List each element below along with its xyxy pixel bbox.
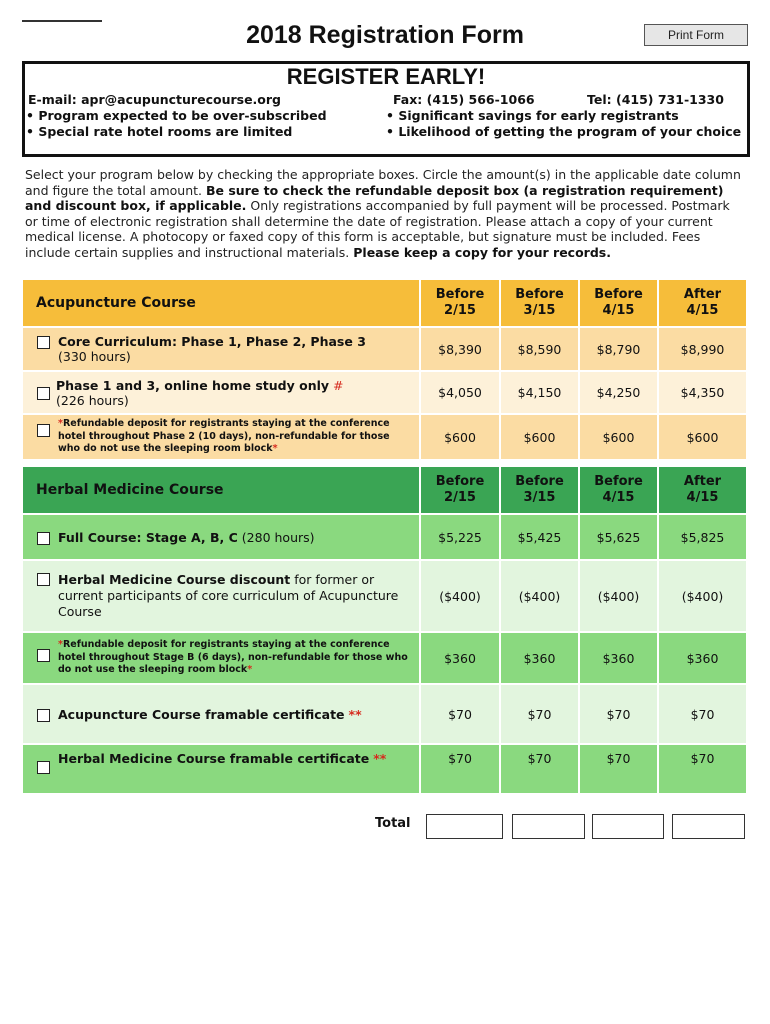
- fax-text: Fax: (415) 566-1066: [393, 92, 535, 107]
- price-cell: $4,250: [578, 370, 657, 413]
- col-before-2-15: Before 2/15: [419, 280, 499, 326]
- option-label: Full Course: Stage A, B, C: [58, 529, 238, 545]
- col-before-4-15: Before 4/15: [578, 280, 657, 326]
- price-cell: $4,150: [499, 370, 578, 413]
- option-label: Herbal Medicine Course framable certificate: [58, 751, 370, 766]
- option-hours: (330 hours): [58, 349, 131, 364]
- acupuncture-header-row: [23, 280, 746, 326]
- price-cell: $70: [657, 683, 746, 743]
- price-cell: $5,425: [499, 513, 578, 559]
- price-cell: $360: [419, 631, 499, 683]
- stageb-deposit-option: [23, 631, 419, 683]
- col-before-3-15: Before 3/15: [499, 280, 578, 326]
- total-before-4-15-field[interactable]: [592, 814, 664, 839]
- table-row: [23, 413, 746, 459]
- price-cell: $70: [657, 743, 746, 793]
- price-cell: $600: [578, 413, 657, 459]
- print-form-button[interactable]: Print Form: [644, 24, 748, 46]
- email-text: E-mail: apr@acupuncturecourse.org: [28, 92, 281, 107]
- full-course-option: [23, 513, 419, 559]
- option-label: Phase 1 and 3, online home study only: [56, 377, 330, 393]
- price-cell: $8,990: [657, 326, 746, 370]
- core-curriculum-option: [23, 326, 419, 370]
- herbal-discount-option: [23, 559, 419, 631]
- acupuncture-course-table: [23, 280, 746, 459]
- table-row: [23, 326, 746, 370]
- footnote-mark: *: [58, 639, 63, 651]
- price-cell: $5,225: [419, 513, 499, 559]
- herbal-certificate-option: [23, 743, 419, 793]
- price-cell: ($400): [419, 559, 499, 631]
- price-cell: $70: [578, 683, 657, 743]
- price-cell: $8,590: [499, 326, 578, 370]
- bullet-likelihood: • Likelihood of getting the program of your choice: [386, 124, 742, 139]
- option-hours: (280 hours): [237, 529, 315, 545]
- col-before-4-15: Before 4/15: [578, 467, 657, 513]
- acupuncture-certificate-option: [23, 683, 419, 743]
- table-row: [23, 683, 746, 743]
- tel-text: Tel: (415) 731-1330: [587, 92, 724, 107]
- herbal-medicine-course-table: [23, 467, 746, 793]
- herbal-medicine-course-heading: Herbal Medicine Course: [23, 467, 419, 513]
- price-cell: $8,390: [419, 326, 499, 370]
- herbal-header-row: [23, 467, 746, 513]
- stageb-deposit-checkbox[interactable]: [37, 649, 50, 662]
- price-cell: $360: [499, 631, 578, 683]
- price-cell: $360: [578, 631, 657, 683]
- table-row: [23, 513, 746, 559]
- price-cell: $5,625: [578, 513, 657, 559]
- price-cell: $70: [578, 743, 657, 793]
- price-cell: $600: [419, 413, 499, 459]
- price-cell: $360: [657, 631, 746, 683]
- option-label: Acupuncture Course framable certificate: [58, 706, 345, 722]
- core-curriculum-checkbox[interactable]: [37, 336, 50, 349]
- price-cell: $600: [657, 413, 746, 459]
- bullet-oversubscribed: • Program expected to be over-subscribed: [26, 108, 327, 123]
- page-title: 2018 Registration Form: [246, 21, 524, 49]
- col-after-4-15: After 4/15: [657, 280, 746, 326]
- herbal-discount-checkbox[interactable]: [37, 573, 50, 586]
- footnote-mark: *: [272, 443, 278, 455]
- option-label: Core Curriculum: Phase 1, Phase 2, Phase 3: [58, 334, 366, 349]
- table-row: [23, 370, 746, 413]
- price-cell: $5,825: [657, 513, 746, 559]
- footnote-mark: *: [58, 418, 63, 430]
- price-cell: ($400): [499, 559, 578, 631]
- price-cell: $8,790: [578, 326, 657, 370]
- price-cell: $4,050: [419, 370, 499, 413]
- total-after-4-15-field[interactable]: [672, 814, 745, 839]
- price-cell: ($400): [657, 559, 746, 631]
- online-home-study-option: [23, 370, 419, 413]
- herbal-certificate-checkbox[interactable]: [37, 761, 50, 774]
- table-row: [23, 743, 746, 793]
- phase2-deposit-checkbox[interactable]: [37, 424, 50, 437]
- price-cell: $70: [419, 743, 499, 793]
- option-hours: (226 hours): [56, 392, 129, 408]
- price-cell: $70: [419, 683, 499, 743]
- phase2-deposit-option: [23, 413, 419, 459]
- total-label: Total: [375, 816, 411, 831]
- option-label: Refundable deposit for registrants staying at the conference hotel throughout Stage B (6 days), non-refundable for those who do not use the sleeping room block: [58, 639, 408, 676]
- col-after-4-15: After 4/15: [657, 467, 746, 513]
- footnote-mark: **: [348, 706, 362, 722]
- online-home-study-checkbox[interactable]: [37, 387, 50, 400]
- total-before-2-15-field[interactable]: [426, 814, 503, 839]
- price-cell: ($400): [578, 559, 657, 631]
- table-row: [23, 559, 746, 631]
- total-before-3-15-field[interactable]: [512, 814, 585, 839]
- footnote-mark: *: [247, 664, 253, 676]
- bullet-savings: • Significant savings for early registrants: [386, 108, 679, 123]
- option-label: Refundable deposit for registrants staying at the conference hotel throughout Phase 2 (10 days), non-refundable for those who do not use the sleeping room block: [58, 418, 390, 455]
- acupuncture-certificate-checkbox[interactable]: [37, 709, 50, 722]
- register-early-box: [22, 61, 750, 157]
- price-cell: $4,350: [657, 370, 746, 413]
- price-cell: $600: [499, 413, 578, 459]
- acupuncture-course-heading: Acupuncture Course: [23, 280, 419, 326]
- col-before-2-15: Before 2/15: [419, 467, 499, 513]
- footnote-mark: **: [373, 751, 387, 766]
- table-row: [23, 631, 746, 683]
- col-before-3-15: Before 3/15: [499, 467, 578, 513]
- instructions-paragraph: Select your program below by checking the appropriate boxes. Circle the amount(s) in the applicable date column and figure the total amount. Be sure to check the refundable deposit box (a registration requirement) and discount box, if applicable. Only registrations accompanied by full payment will be processed. Postmark or time of electronic registration shall determine the date of registration. Please attach a copy of your current medical license. A photocopy or faxed copy of this form is acceptable, but signature must be included. Fees include certain supplies and instructional materials. Please keep a copy for your records.: [25, 167, 741, 260]
- footnote-mark: #: [333, 377, 344, 393]
- bullet-hotel-rooms: • Special rate hotel rooms are limited: [26, 124, 293, 139]
- price-cell: $70: [499, 743, 578, 793]
- option-label: Herbal Medicine Course discount: [58, 572, 291, 587]
- full-course-checkbox[interactable]: [37, 532, 50, 545]
- register-early-title: REGISTER EARLY!: [286, 64, 486, 89]
- price-cell: $70: [499, 683, 578, 743]
- option-description: for former or current participants of core curriculum of Acupuncture Course: [58, 572, 399, 619]
